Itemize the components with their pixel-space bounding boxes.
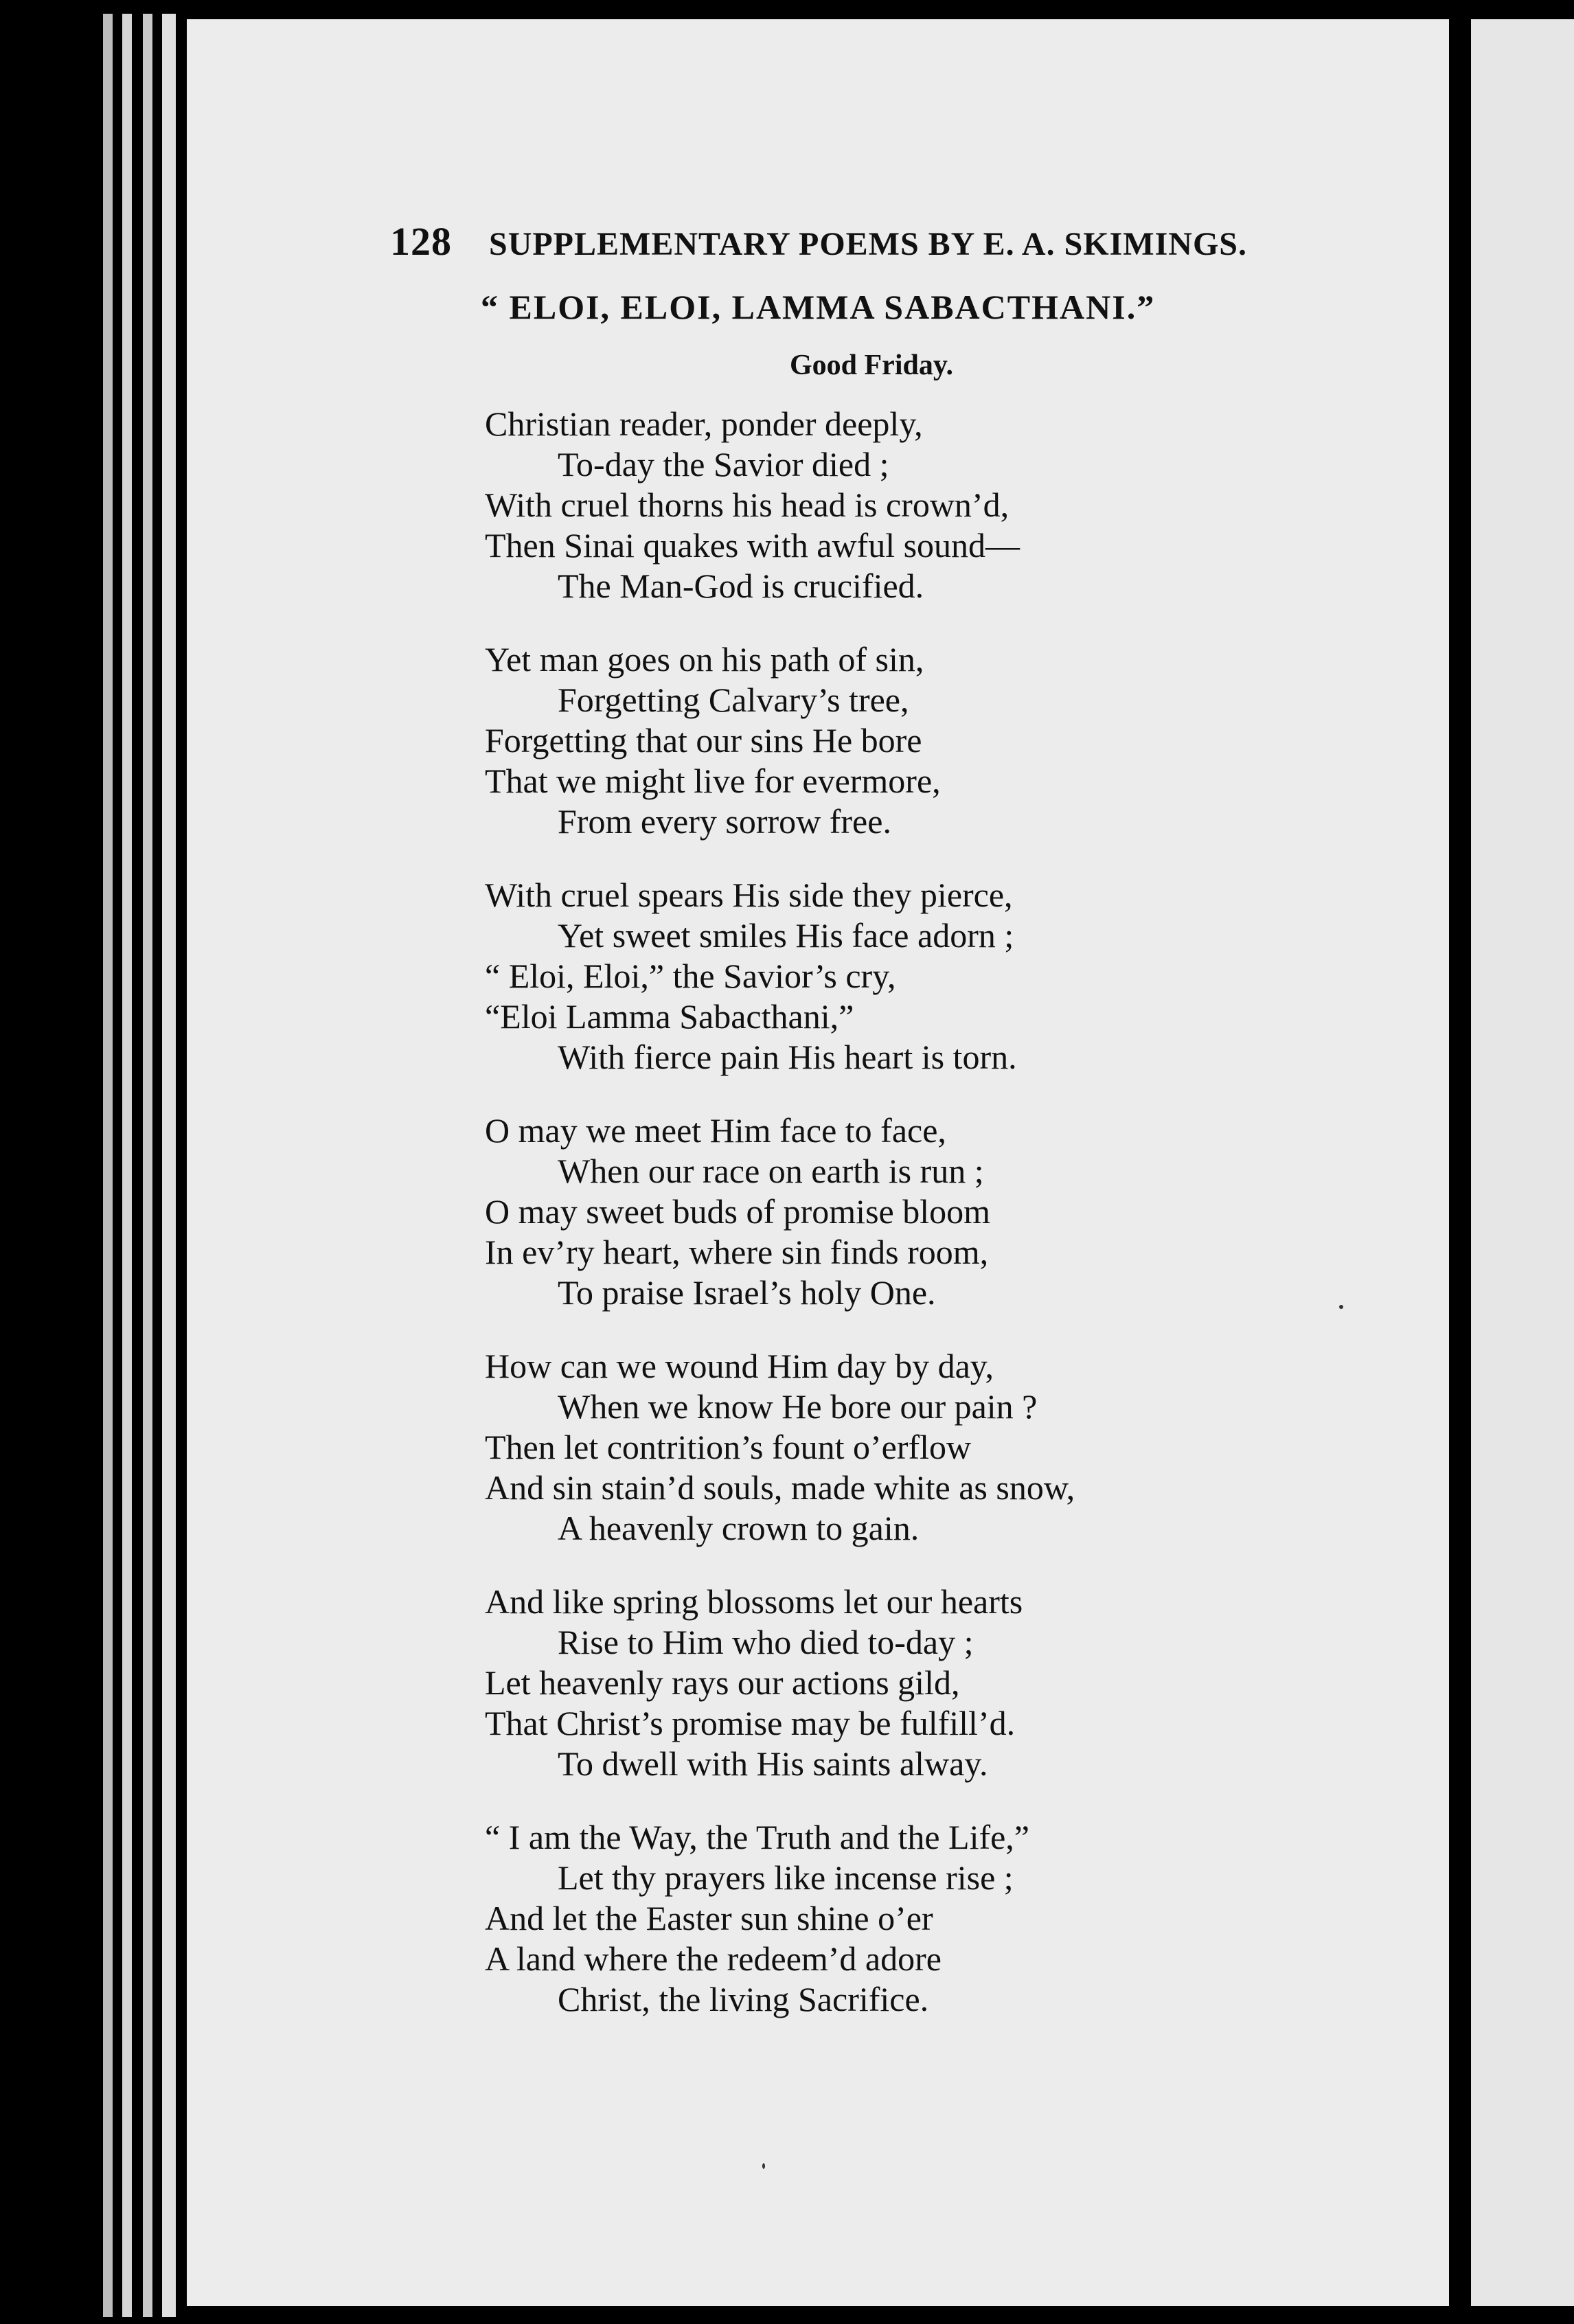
stanza [485,1346,1378,1549]
poem-title: “ ELOI, ELOI, LAMMA SABACTHANI.” [481,288,1156,326]
facing-page-edge [1471,19,1574,2306]
poem-line: To praise Israel’s holy One. [558,1273,936,1312]
poem-line: Christ, the living Sacrifice. [558,1980,929,2018]
poem-line: A land where the redeem’d adore [485,1939,942,1978]
poem-line: With fierce pain His heart is torn. [558,1038,1017,1076]
running-title: SUPPLEMENTARY POEMS BY E. A. SKIMINGS. [489,226,1247,262]
poem-line: That we might live for evermore, [485,762,941,800]
poem-line: Forgetting Calvary’s tree, [558,681,909,719]
page-speck [762,2163,765,2169]
poem-line: From every sorrow free. [558,802,891,841]
poem-line: Rise to Him who died to-day ; [558,1623,974,1661]
book-edge [122,14,132,2317]
poem-line: That Christ’s promise may be fulfill’d. [485,1704,1016,1742]
poem-line: Yet man goes on his path of sin, [485,640,924,679]
book-edge [162,14,176,2317]
poem-line: Let thy prayers like incense rise ; [558,1858,1014,1897]
stanza [485,1582,1378,1784]
page-number: 128 [390,219,452,264]
poem-body [485,404,1378,2053]
poem-line: “ Eloi, Eloi,” the Savior’s cry, [485,957,896,995]
poem-line: And like spring blossoms let our hearts [485,1582,1023,1621]
poem-line: How can we wound Him day by day, [485,1347,994,1385]
poem-line: Yet sweet smiles His face adorn ; [558,916,1014,955]
poem-line: In ev’ry heart, where sin finds room, [485,1233,989,1271]
poem-line: When our race on earth is run ; [558,1152,984,1190]
poem-subtitle: Good Friday. [790,350,954,381]
poem-line: O may sweet buds of promise bloom [485,1192,991,1231]
poem-line: When we know He bore our pain ? [558,1387,1038,1426]
poem-line: To dwell with His saints alway. [558,1744,988,1783]
stanza [485,1817,1378,2020]
poem-line: The Man-God is crucified. [558,567,924,605]
poem-line: O may we meet Him face to face, [485,1111,946,1150]
stanza [485,404,1378,606]
poem-line: To-day the Savior died ; [558,445,889,483]
poem-line: “Eloi Lamma Sabacthani,” [485,997,854,1036]
poem-line: Christian reader, ponder deeply, [485,405,923,443]
poem-line: “ I am the Way, the Truth and the Life,” [485,1818,1029,1856]
poem-line: Then let contrition’s fount o’erflow [485,1428,972,1466]
poem-line: With cruel spears His side they pierce, [485,876,1013,914]
running-header [390,218,1393,264]
book-edge [143,14,152,2317]
book-edge [103,14,113,2317]
poem-line: And let the Easter sun shine o’er [485,1899,933,1937]
poem-line: And sin stain’d souls, made white as snow, [485,1468,1075,1507]
poem-line: Forgetting that our sins He bore [485,721,922,760]
stanza [485,875,1378,1078]
poem-line: Let heavenly rays our actions gild, [485,1663,960,1702]
poem-line: With cruel thorns his head is crown’d, [485,486,1010,524]
poem-line: A heavenly crown to gain. [558,1509,920,1547]
poem-line: Then Sinai quakes with awful sound— [485,526,1020,565]
stanza [485,1110,1378,1313]
stanza [485,639,1378,842]
page-speck [1339,1305,1343,1309]
